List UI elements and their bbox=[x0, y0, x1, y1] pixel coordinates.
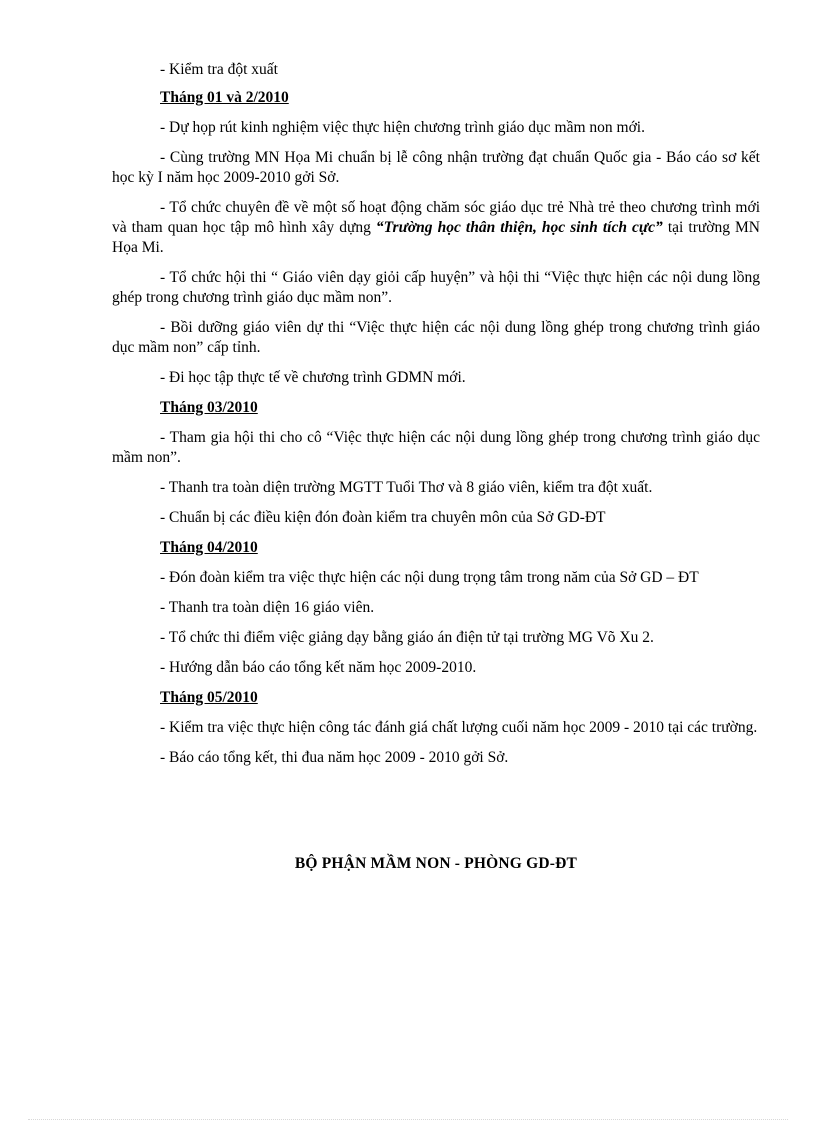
list-item: - Thanh tra toàn diện trường MGTT Tuổi Thơ và 8 giáo viên, kiểm tra đột xuất. bbox=[160, 479, 653, 496]
section-march bbox=[112, 398, 760, 528]
item-text-after: tại trường MN Họa Mi. bbox=[112, 219, 760, 256]
section-jan-feb bbox=[112, 88, 760, 388]
document-body bbox=[112, 60, 760, 778]
emphasis-text: “Trường học thân thiện, học sinh tích cực” bbox=[375, 219, 663, 236]
page-bottom-edge bbox=[28, 1119, 788, 1120]
list-item: - Tham gia hội thi cho cô “Việc thực hiện các nội dung lồng ghép trong chương trình giáo dục mầm non”. bbox=[112, 429, 760, 466]
section-heading: Tháng 05/2010 bbox=[160, 689, 258, 706]
list-item: - Dự họp rút kinh nghiệm việc thực hiện chương trình giáo dục mầm non mới. bbox=[160, 119, 645, 136]
list-item: - Tổ chức hội thi “ Giáo viên dạy giỏi cấp huyện” và hội thi “Việc thực hiện các nội dung lồng ghép trong chương trình giáo dục mầm non”. bbox=[112, 269, 760, 306]
section-april bbox=[112, 538, 760, 678]
list-item bbox=[112, 198, 760, 258]
list-item-intro: - Kiểm tra đột xuất bbox=[160, 61, 278, 78]
section-heading: Tháng 04/2010 bbox=[160, 539, 258, 556]
list-item: - Kiểm tra việc thực hiện công tác đánh giá chất lượng cuối năm học 2009 - 2010 tại các trường. bbox=[160, 719, 758, 736]
list-item: - Đi học tập thực tế về chương trình GDMN mới. bbox=[160, 369, 466, 386]
section-may bbox=[112, 688, 760, 768]
section-heading: Tháng 03/2010 bbox=[160, 399, 258, 416]
list-item: - Tổ chức thi điểm việc giảng dạy bằng giáo án điện tử tại trường MG Võ Xu 2. bbox=[160, 629, 654, 646]
item-text-before: - Tổ chức chuyên đề về một số hoạt động chăm sóc giáo dục trẻ Nhà trẻ theo chương trình mới và tham quan học tập mô hình xây dựng bbox=[112, 199, 760, 236]
list-item: - Cùng trường MN Họa Mi chuẩn bị lễ công nhận trường đạt chuẩn Quốc gia - Báo cáo sơ kết học kỳ I năm học 2009-2010 gởi Sở. bbox=[112, 149, 760, 186]
list-item: - Thanh tra toàn diện 16 giáo viên. bbox=[160, 599, 375, 616]
section-heading: Tháng 01 và 2/2010 bbox=[160, 89, 289, 106]
list-item: - Chuẩn bị các điều kiện đón đoàn kiểm tra chuyên môn của Sở GD-ĐT bbox=[160, 509, 606, 526]
signature-footer: BỘ PHẬN MẦM NON - PHÒNG GD-ĐT bbox=[294, 855, 578, 872]
list-item: - Hướng dẫn báo cáo tổng kết năm học 2009-2010. bbox=[160, 659, 477, 676]
list-item: - Đón đoàn kiểm tra việc thực hiện các nội dung trọng tâm trong năm của Sở GD – ĐT bbox=[160, 569, 699, 586]
list-item: - Báo cáo tổng kết, thi đua năm học 2009 - 2010 gởi Sở. bbox=[160, 749, 509, 766]
list-item: - Bồi dưỡng giáo viên dự thi “Việc thực hiện các nội dung lồng ghép trong chương trình giáo dục mầm non” cấp tỉnh. bbox=[112, 319, 760, 356]
